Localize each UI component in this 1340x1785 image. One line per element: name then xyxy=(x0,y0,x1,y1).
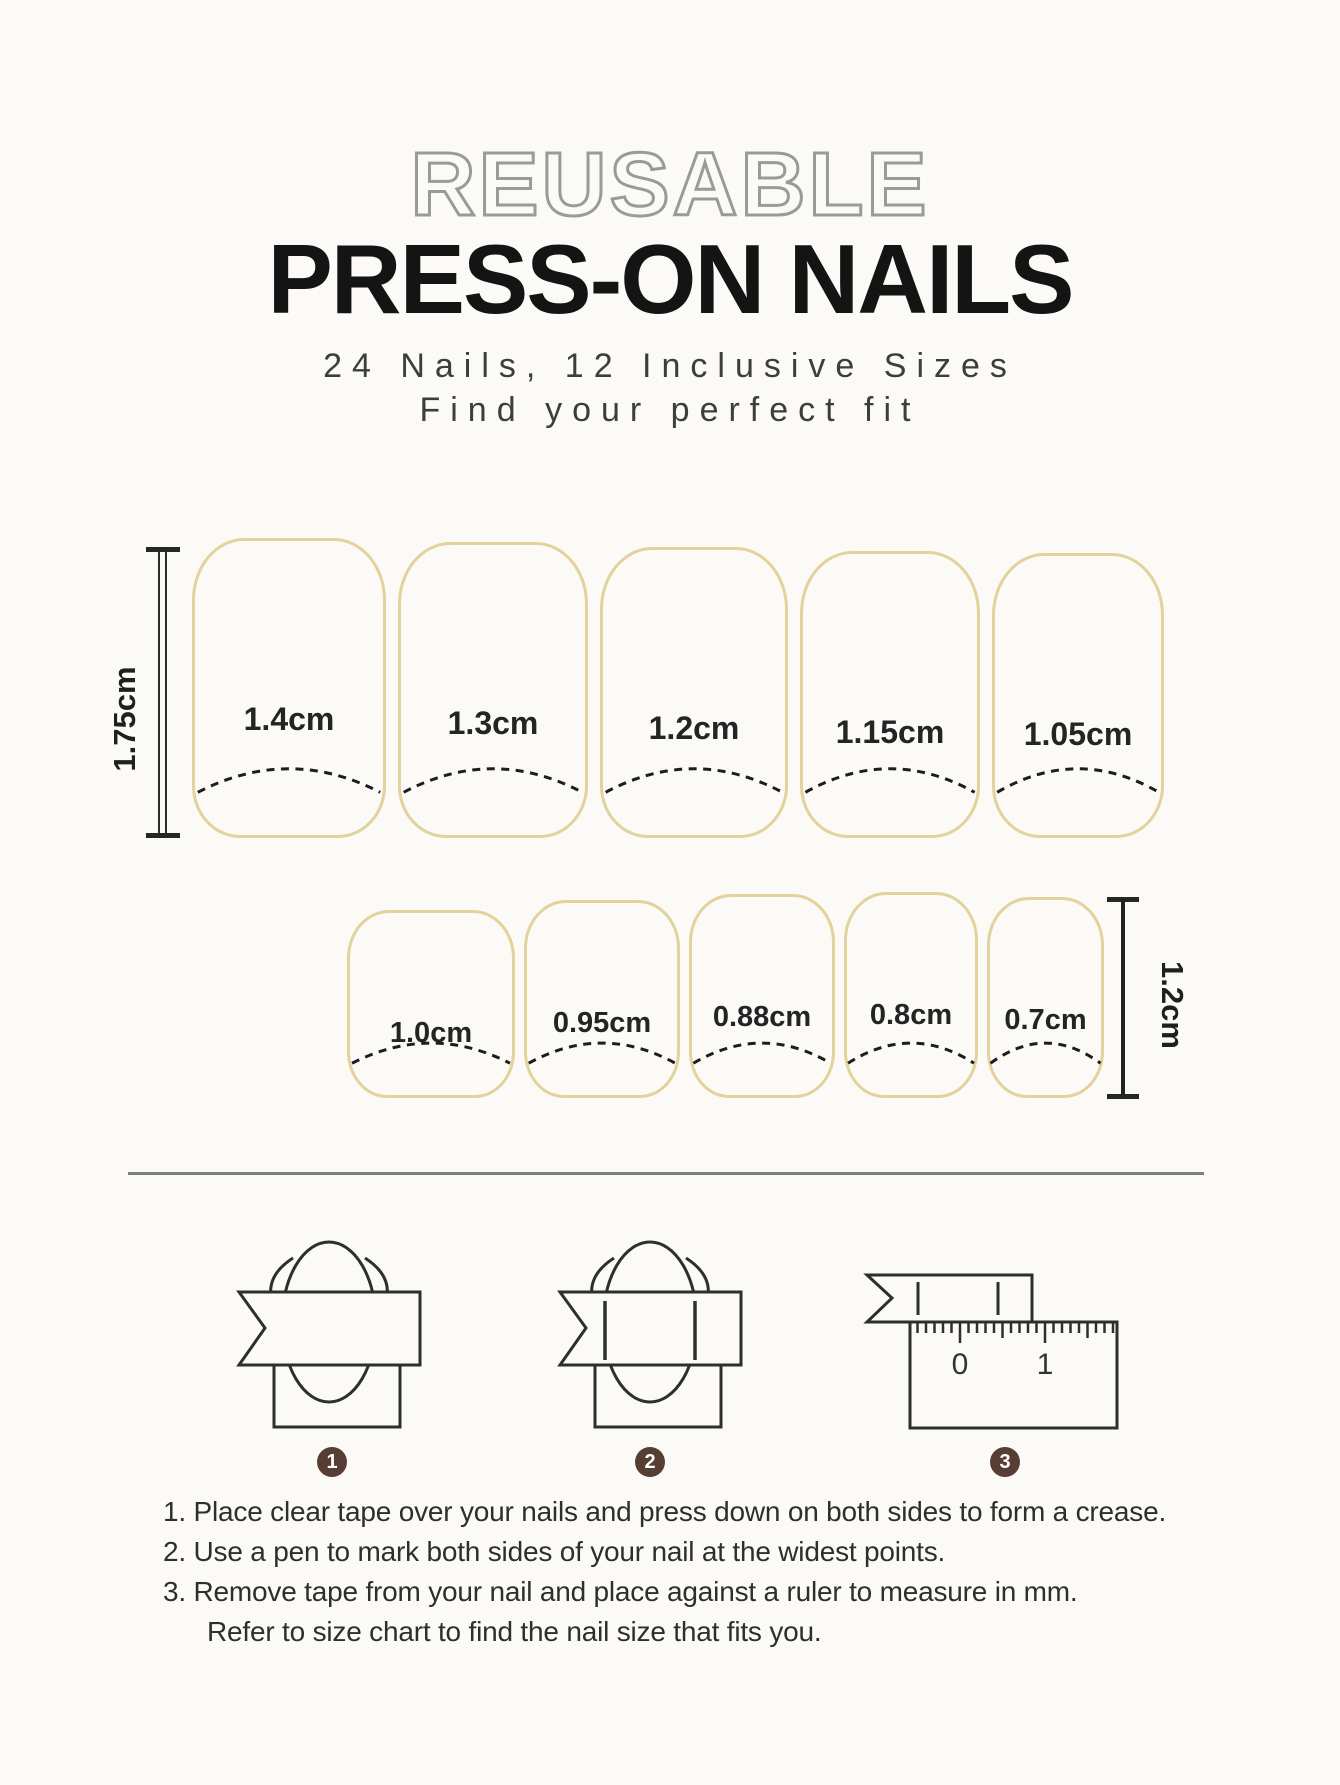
subtitle-line-1: 24 Nails, 12 Inclusive Sizes xyxy=(323,347,1017,385)
nail-size-label: 1.3cm xyxy=(447,705,539,741)
page-title: PRESS-ON NAILS xyxy=(267,224,1073,334)
instruction-line-2: 2. Use a pen to mark both sides of your nail at the widest points. xyxy=(163,1536,946,1567)
height-measure-bar-row2 xyxy=(1107,897,1139,1099)
nail-size-label: 0.95cm xyxy=(552,1007,652,1039)
nail-size-label: 0.8cm xyxy=(869,999,953,1031)
size-chart-row-2 xyxy=(347,878,1104,1098)
nail-item xyxy=(192,538,386,838)
instruction-line-1: 1. Place clear tape over your nails and press down on both sides to form a crease. xyxy=(163,1496,1167,1527)
pen-mark-diagram xyxy=(520,1238,780,1438)
height-measure-bar-row1 xyxy=(146,547,180,838)
nail-item xyxy=(987,897,1104,1098)
smile-line xyxy=(844,1021,978,1069)
smile-line xyxy=(800,743,980,799)
nail-item xyxy=(398,542,588,838)
nail-item xyxy=(600,547,788,838)
smile-line xyxy=(524,1021,680,1069)
height-label-row1: 1.75cm xyxy=(107,666,142,772)
nail-item xyxy=(524,900,680,1098)
page-title-outline: REUSABLE xyxy=(410,135,930,235)
nail-item xyxy=(347,910,515,1098)
tape-banner xyxy=(867,1275,1032,1322)
nail-size-label: 1.4cm xyxy=(243,701,335,737)
smile-line xyxy=(347,1021,515,1069)
step-badge-1: 1 xyxy=(317,1447,347,1477)
tape-banner xyxy=(239,1292,420,1365)
nail-size-label: 1.15cm xyxy=(835,714,945,750)
nail-item xyxy=(992,553,1164,838)
ruler-body xyxy=(910,1322,1117,1428)
tape-banner xyxy=(560,1292,741,1365)
section-divider xyxy=(128,1172,1204,1175)
instruction-line-4: Refer to size chart to find the nail size that fits you. xyxy=(207,1616,822,1647)
height-label-row2: 1.2cm xyxy=(1155,961,1190,1049)
smile-line xyxy=(192,743,386,799)
nail-size-label: 0.88cm xyxy=(712,1001,812,1033)
smile-line xyxy=(398,743,588,799)
size-chart-row-1 xyxy=(192,538,1164,838)
nail-size-label: 1.2cm xyxy=(648,710,740,746)
ruler-measure-diagram xyxy=(855,1270,1135,1435)
step-badge-2: 2 xyxy=(635,1447,665,1477)
ruler-number-1: 1 xyxy=(1036,1348,1054,1381)
instruction-line-3: 3. Remove tape from your nail and place against a ruler to measure in mm. xyxy=(163,1576,1078,1607)
nail-size-label: 0.7cm xyxy=(1004,1004,1087,1036)
nail-item xyxy=(800,551,980,838)
smile-line xyxy=(689,1021,835,1069)
measure-line xyxy=(158,550,167,835)
instructions-block xyxy=(163,1492,1253,1652)
nail-size-label: 1.05cm xyxy=(1023,716,1133,752)
smile-line xyxy=(992,743,1164,799)
nail-size-label: 1.0cm xyxy=(389,1017,473,1049)
step-badge-3: 3 xyxy=(990,1447,1020,1477)
nail-item xyxy=(689,894,835,1098)
nail-item xyxy=(844,892,978,1098)
subtitle-line-2: Find your perfect fit xyxy=(419,391,921,429)
measure-cap-bottom xyxy=(146,833,180,838)
ruler-number-0: 0 xyxy=(951,1348,969,1381)
smile-line xyxy=(987,1021,1104,1069)
measure-line xyxy=(1121,899,1125,1097)
smile-line xyxy=(600,743,788,799)
tape-over-nail-diagram xyxy=(199,1238,459,1438)
measure-cap-bottom xyxy=(1107,1094,1139,1099)
